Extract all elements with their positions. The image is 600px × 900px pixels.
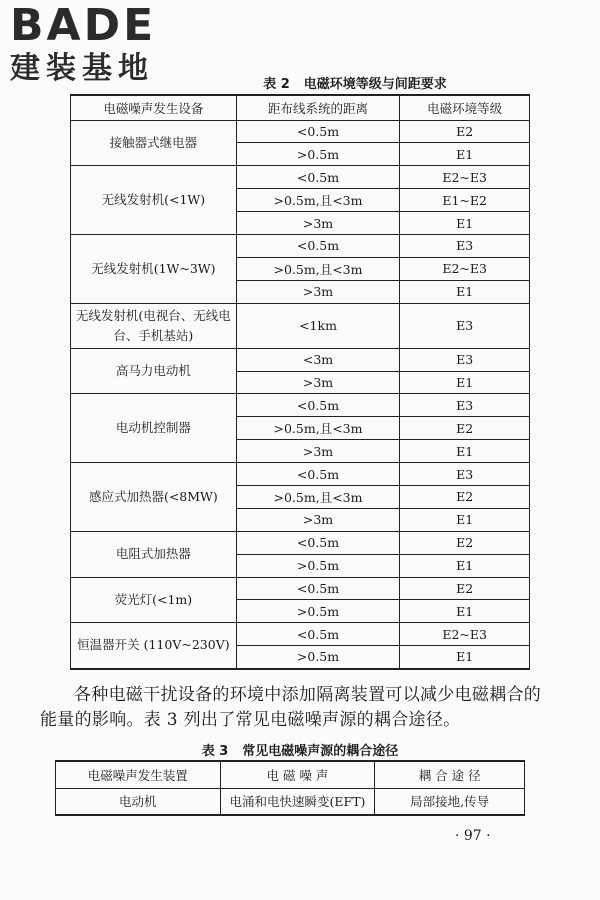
table2-level-cell: E1 (400, 554, 530, 577)
logo-wordmark: BADE (10, 0, 157, 51)
table2-level-cell: E1 (400, 508, 530, 531)
logo-chinese-text: 建装基地 (10, 51, 154, 86)
table2-distance-cell: >3m (236, 508, 400, 531)
table2-distance-cell: <0.5m (236, 623, 400, 646)
table2-level-cell: E3 (400, 234, 530, 257)
table2-distance-cell: <3m (236, 348, 400, 371)
table2-distance-cell: >0.5m (236, 554, 400, 577)
table2-caption (0, 73, 600, 92)
table2-number: 表 2 (263, 77, 290, 92)
table2-device-cell: 接触器式继电器 (71, 120, 237, 166)
table2-row (71, 166, 530, 189)
table2-level-cell: E2 (400, 577, 530, 600)
table2-level-cell: E2 (400, 531, 530, 554)
table2-level-cell: E3 (400, 463, 530, 486)
table3-caption (0, 740, 600, 759)
table2-distance-cell: >3m (236, 280, 400, 303)
table2-device-cell: 恒温器开关 (110V~230V) (71, 623, 237, 669)
table2-level-cell: E1 (400, 143, 530, 166)
table2-level-cell: E3 (400, 303, 530, 348)
table2-level-cell: E2 (400, 485, 530, 508)
table3-cell: 电涌和电快速瞬变(EFT) (220, 788, 375, 815)
table2-distance-cell: >3m (236, 440, 400, 463)
table2-level-cell: E1 (400, 646, 530, 669)
table2-distance-cell: >3m (236, 371, 400, 394)
page-number: · 97 · (455, 828, 491, 844)
table2-level-cell: E2~E3 (400, 257, 530, 280)
body-paragraph: 各种电磁干扰设备的环境中添加隔离装置可以减少电磁耦合的能量的影响。表 3 列出了常见电磁噪声源的耦合途径。 (40, 685, 542, 730)
table3-header-cell: 电 磁 噪 声 (220, 761, 375, 788)
table2-level-cell: E1 (400, 212, 530, 235)
table2-device-cell: 高马力电动机 (71, 348, 237, 394)
table3-header-cell: 耦 合 途 径 (375, 761, 525, 788)
table2-row (71, 348, 530, 371)
table2-distance-cell: <0.5m (236, 577, 400, 600)
table2-level-cell: E3 (400, 394, 530, 417)
table2-distance-cell: >0.5m,且<3m (236, 189, 400, 212)
table2 (70, 94, 530, 670)
table2-level-cell: E2 (400, 120, 530, 143)
table2-distance-cell: <0.5m (236, 394, 400, 417)
table2-device-cell: 电阻式加热器 (71, 531, 237, 577)
table2-distance-cell: >3m (236, 212, 400, 235)
table2-device-cell: 无线发射机(<1W) (71, 166, 237, 235)
table2-header-cell: 电磁环境等级 (400, 95, 530, 120)
table2-device-cell: 感应式加热器(<8MW) (71, 463, 237, 532)
table3-header-row (56, 761, 525, 788)
table2-row (71, 303, 530, 348)
table3-header-cell: 电磁噪声发生装置 (56, 761, 221, 788)
table2-distance-cell: >0.5m (236, 143, 400, 166)
table3-cell: 局部接地,传导 (375, 788, 525, 815)
table2-distance-cell: <1km (236, 303, 400, 348)
table2-distance-cell: <0.5m (236, 120, 400, 143)
table2-row (71, 463, 530, 486)
table2-level-cell: E1 (400, 600, 530, 623)
table2-row (71, 394, 530, 417)
table3-number: 表 3 (201, 744, 229, 759)
table2-row (71, 234, 530, 257)
table2-level-cell: E1~E2 (400, 189, 530, 212)
table2-device-cell: 荧光灯(<1m) (71, 577, 237, 623)
table3 (55, 760, 525, 816)
table2-header-cell: 距布线系统的距离 (236, 95, 400, 120)
table2-distance-cell: >0.5m,且<3m (236, 257, 400, 280)
table3-title: 常见电磁噪声源的耦合途径 (242, 744, 399, 759)
table2-distance-cell: >0.5m,且<3m (236, 417, 400, 440)
table2-device-cell: 电动机控制器 (71, 394, 237, 463)
table2-level-cell: E1 (400, 280, 530, 303)
table3-cell: 电动机 (56, 788, 221, 815)
table2-row (71, 623, 530, 646)
table2-level-cell: E1 (400, 371, 530, 394)
table2-title: 电磁环境等级与间距要求 (303, 77, 447, 92)
table2-level-cell: E3 (400, 348, 530, 371)
table2-header-row (71, 95, 530, 120)
table2-distance-cell: >0.5m,且<3m (236, 485, 400, 508)
table3-row (56, 788, 525, 815)
table2-level-cell: E2~E3 (400, 166, 530, 189)
table2-distance-cell: <0.5m (236, 531, 400, 554)
table2-device-cell: 无线发射机(1W~3W) (71, 234, 237, 303)
table2-distance-cell: <0.5m (236, 234, 400, 257)
table2-level-cell: E1 (400, 440, 530, 463)
table2-row (71, 120, 530, 143)
table2-row (71, 577, 530, 600)
table2-distance-cell: >0.5m (236, 646, 400, 669)
table2-header-cell: 电磁噪声发生设备 (71, 95, 237, 120)
table2-level-cell: E2 (400, 417, 530, 440)
table2-distance-cell: <0.5m (236, 463, 400, 486)
table2-distance-cell: >0.5m (236, 600, 400, 623)
table2-distance-cell: <0.5m (236, 166, 400, 189)
table2-device-cell: 无线发射机(电视台、无线电台、手机基站) (71, 303, 237, 348)
table2-row (71, 531, 530, 554)
table2-level-cell: E2~E3 (400, 623, 530, 646)
